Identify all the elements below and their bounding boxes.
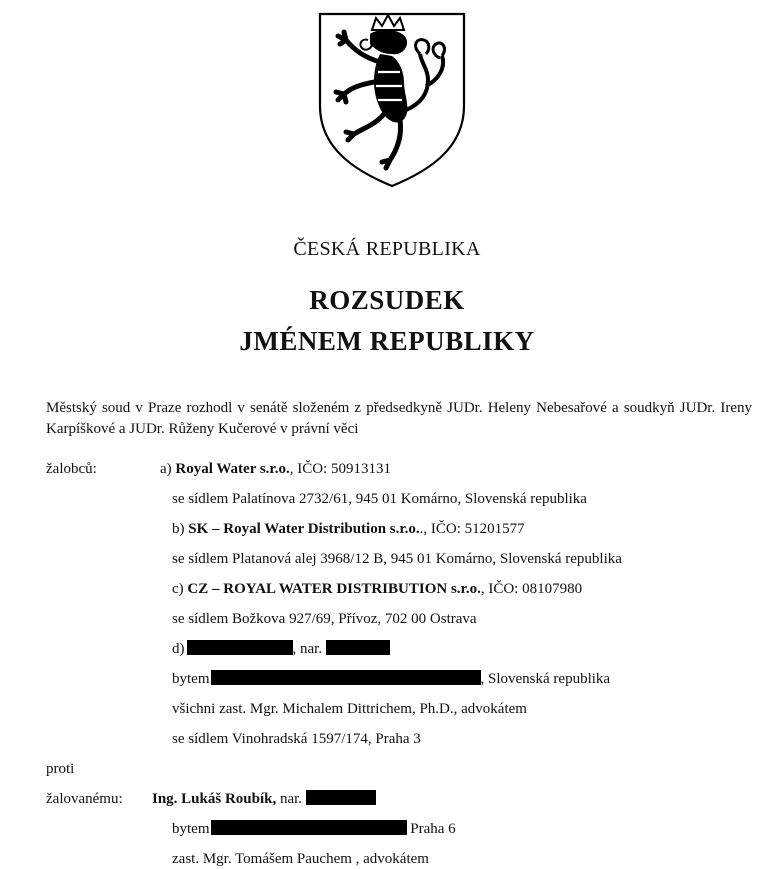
defendant-city: Praha 6 xyxy=(406,821,456,837)
plaintiff-b-prefix: b) xyxy=(172,521,185,537)
defendant-label: žalovanému: xyxy=(46,791,123,807)
plaintiff-c xyxy=(172,579,582,599)
plaintiff-d xyxy=(172,639,390,659)
redaction-bar xyxy=(211,820,407,835)
plaintiff-b xyxy=(172,519,525,539)
plaintiff-d-residence-label: bytem xyxy=(172,671,210,687)
plaintiff-a xyxy=(160,459,391,479)
plaintiffs-label: žalobců: xyxy=(46,461,97,477)
redaction-bar xyxy=(187,640,293,655)
country-heading: ČESKÁ REPUBLIKA xyxy=(293,238,481,260)
plaintiff-d-born: , nar. xyxy=(292,641,323,657)
redaction-bar xyxy=(326,640,390,655)
plaintiff-a-address: se sídlem Palatínova 2732/61, 945 01 Komárno, Slovenská republika xyxy=(172,491,587,507)
plaintiff-a-prefix: a) xyxy=(160,461,172,477)
plaintiff-d-country: , Slovenská republika xyxy=(480,671,611,687)
plaintiff-b-ico: ., IČO: 51201577 xyxy=(419,521,525,537)
plaintiff-b-address: se sídlem Platanová alej 3968/12 B, 945 01 Komárno, Slovenská republika xyxy=(172,551,622,567)
redaction-bar xyxy=(306,790,376,805)
document-subtitle: JMÉNEM REPUBLIKY xyxy=(239,326,535,356)
defendant-residence xyxy=(172,819,456,839)
plaintiff-c-prefix: c) xyxy=(172,581,184,597)
defendant xyxy=(152,789,376,809)
defendant-residence-label: bytem xyxy=(172,821,210,837)
representative-address: se sídlem Vinohradská 1597/174, Praha 3 xyxy=(172,731,421,747)
defendant-representation: zast. Mgr. Tomášem Pauchem , advokátem xyxy=(172,851,429,867)
defendant-name: Ing. Lukáš Roubík, xyxy=(152,791,277,807)
plaintiff-a-name: Royal Water s.r.o. xyxy=(175,461,290,477)
intro-paragraph: Městský soud v Praze rozhodl v senátě složeném z předsedkyně JUDr. Heleny Nebesařové a soudkyň JUDr. Ireny Karpíškové a JUDr. Růženy Kučerové v právní věci xyxy=(46,400,752,437)
plaintiff-d-prefix: d) xyxy=(172,641,185,657)
plaintiff-a-ico: , IČO: 50913131 xyxy=(289,461,391,477)
defendant-born: nar. xyxy=(276,791,303,807)
plaintiff-c-ico: , IČO: 08107980 xyxy=(480,581,583,597)
document-title: ROZSUDEK xyxy=(309,285,465,315)
plaintiff-c-address: se sídlem Božkova 927/69, Přívoz, 702 00 Ostrava xyxy=(172,611,477,627)
czech-lion-coat-of-arms-icon xyxy=(316,10,468,190)
plaintiff-b-name: SK – Royal Water Distribution s.r.o. xyxy=(188,521,420,537)
versus-label: proti xyxy=(46,761,75,777)
redaction-bar xyxy=(211,670,481,685)
plaintiff-d-residence xyxy=(172,669,610,689)
plaintiff-c-name: CZ – ROYAL WATER DISTRIBUTION s.r.o. xyxy=(187,581,481,597)
plaintiffs-representation: všichni zast. Mgr. Michalem Dittrichem, Ph.D., advokátem xyxy=(172,701,527,717)
